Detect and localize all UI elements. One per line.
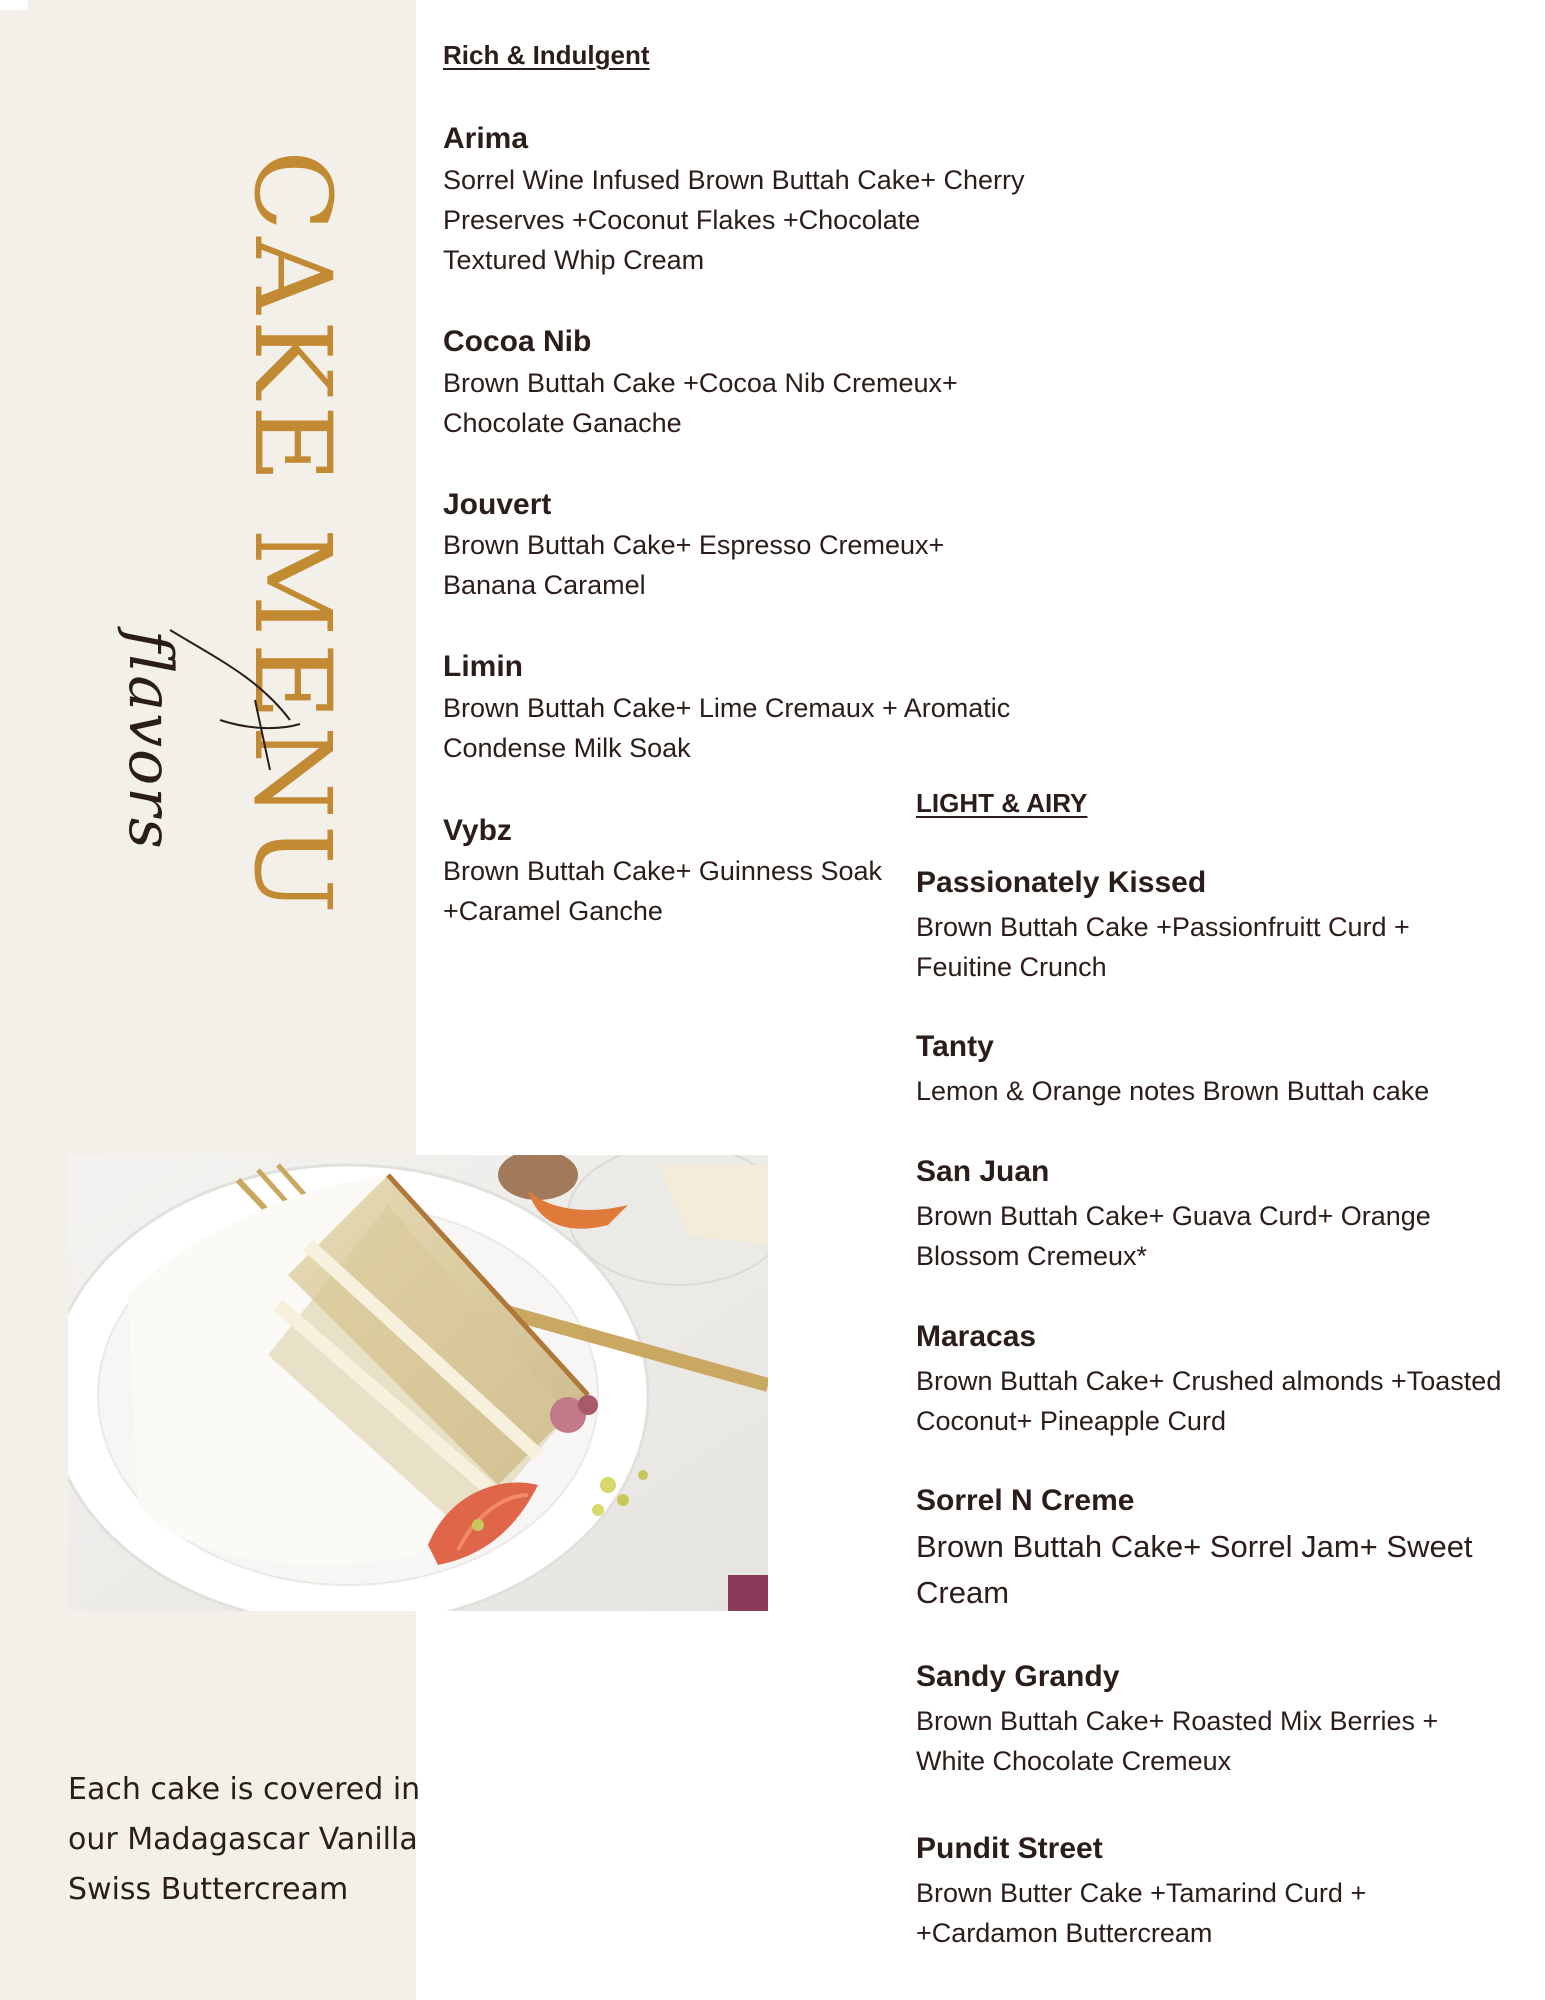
item-name-jouvert: Jouvert — [443, 488, 552, 521]
script-word-flavors: flavors — [115, 630, 185, 851]
cake-photo — [68, 1155, 768, 1611]
item-name-pundit-street: Pundit Street — [916, 1832, 1103, 1865]
item-desc-maracas: Brown Buttah Cake+ Crushed almonds +Toasted Coconut+ Pineapple Curd — [916, 1366, 1502, 1436]
item-desc-passionately-kissed: Brown Buttah Cake +Passionfruitt Curd + Feuitine Crunch — [916, 912, 1410, 982]
item-name-maracas: Maracas — [916, 1320, 1037, 1353]
item-name-limin: Limin — [443, 650, 523, 683]
item-desc-vybz: Brown Buttah Cake+ Guinness Soak +Caramel Ganche — [443, 856, 883, 926]
buttercream-caption: Each cake is covered in our Madagascar Vanilla Swiss Buttercream — [68, 1772, 421, 1907]
item-desc-limin: Brown Buttah Cake+ Lime Cremaux + Aromatic Condense Milk Soak — [443, 693, 1011, 763]
item-name-cocoa-nib: Cocoa Nib — [443, 325, 592, 358]
item-desc-san-juan: Brown Buttah Cake+ Guava Curd+ Orange Blossom Cremeux* — [916, 1201, 1431, 1271]
item-desc-jouvert: Brown Buttah Cake+ Espresso Cremeux+ Banana Caramel — [443, 530, 945, 600]
page-title: CAKE MENU — [231, 150, 354, 920]
item-desc-cocoa-nib: Brown Buttah Cake +Cocoa Nib Cremeux+ Chocolate Ganache — [443, 368, 958, 438]
item-desc-tanty: Lemon & Orange notes Brown Buttah cake — [916, 1076, 1430, 1106]
item-name-tanty: Tanty — [916, 1030, 994, 1063]
item-desc-sandy-grandy: Brown Buttah Cake+ Roasted Mix Berries + White Chocolate Cremeux — [916, 1706, 1439, 1776]
item-name-passionately-kissed: Passionately Kissed — [916, 866, 1207, 899]
corner-tab — [0, 0, 28, 10]
item-desc-sorrel-n-creme: Brown Buttah Cake+ Sorrel Jam+ Sweet Cream — [916, 1529, 1473, 1610]
item-name-san-juan: San Juan — [916, 1155, 1050, 1188]
item-desc-arima: Sorrel Wine Infused Brown Buttah Cake+ Cherry Preserves +Coconut Flakes +Chocolate Textured Whip Cream — [443, 165, 1025, 275]
item-desc-pundit-street: Brown Butter Cake +Tamarind Curd + +Cardamon Buttercream — [916, 1878, 1367, 1948]
item-name-vybz: Vybz — [443, 814, 512, 847]
item-name-sorrel-n-creme: Sorrel N Creme — [916, 1484, 1135, 1517]
section-heading-light: LIGHT & AIRY — [916, 788, 1088, 818]
item-name-sandy-grandy: Sandy Grandy — [916, 1660, 1120, 1693]
section-heading-rich: Rich & Indulgent — [443, 40, 650, 70]
item-name-arima: Arima — [443, 122, 529, 155]
